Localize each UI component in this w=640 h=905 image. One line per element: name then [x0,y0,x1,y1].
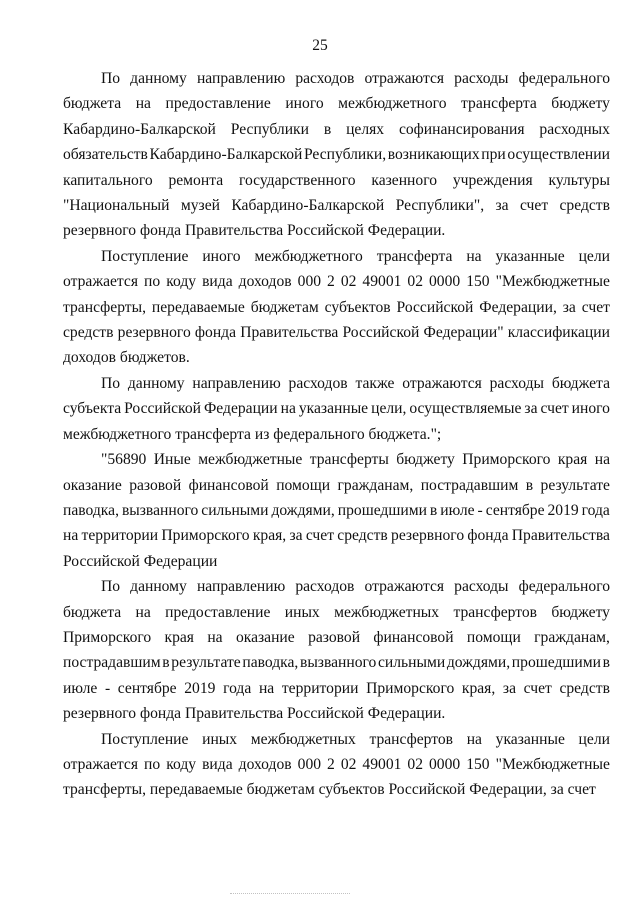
text-line: По данному направлению расходов отражаются расходы федерального [101,70,610,87]
text-line: субъекта Российской Федерации на указанные цели, осуществляемые за счет иного [63,400,610,418]
text-line: обязательств Кабардино-Балкарской Республики, возникающих при осуществлении [63,146,610,164]
text-line: пострадавшим в результате паводка, вызванного сильными дождями, прошедшими в [63,654,610,672]
text-line: оказание разовой финансовой помощи гражданам, пострадавшим в результате [63,476,610,494]
text-line: бюджета на предоставление иных межбюджетных трансфертов бюджету [63,603,610,621]
text-line: бюджета на предоставление иного межбюджетного трансферта бюджету [63,95,610,113]
paragraph [63,727,610,803]
text-line: Кабардино-Балкарской Республики в целях софинансирования расходных [63,120,610,138]
text-line: По данному направлению расходов отражаются расходы федерального [101,578,610,596]
paragraph [63,447,610,574]
text-line: капитального ремонта государственного казенного учреждения культуры [63,171,610,189]
text-line: июле - сентябре 2019 года на территории Приморского края, за счет средств [63,679,610,697]
text-line: средств резервного фонда Правительства Российской Федерации" классификации [63,324,610,342]
paragraph [63,244,610,371]
text-line: Приморского края на оказание разовой финансовой помощи гражданам, [63,628,610,646]
text-line: отражается по коду вида доходов 000 2 02 49001 02 0000 150 "Межбюджетные [63,755,610,773]
text-line: "Национальный музей Кабардино-Балкарской Республики", за счет средств [63,197,610,215]
text-line: резервного фонда Правительства Российской Федерации. [63,222,446,240]
paragraph [63,66,610,244]
text-line: Российской Федерации [63,552,218,570]
text-line: трансферты, передаваемые бюджетам субъектов Российской Федерации, за счет [63,298,610,316]
text-line: По данному направлению расходов также отражаются расходы бюджета [101,374,610,392]
text-line: Поступление иного межбюджетного трансферта на указанные цели [101,247,610,265]
paragraph [63,574,610,726]
text-line: доходов бюджетов. [63,349,190,367]
text-line: резервного фонда Правительства Российской Федерации. [63,705,446,723]
text-line: трансферты, передаваемые бюджетам субъектов Российской Федерации, за счет [63,781,596,799]
text-line: межбюджетного трансферта из федерального бюджета."; [63,425,442,443]
document-body [63,66,610,803]
text-line: отражается по коду вида доходов 000 2 02 49001 02 0000 150 "Межбюджетные [63,273,610,291]
text-line: "56890 Иные межбюджетные трансферты бюджету Приморского края на [101,451,610,469]
text-line: паводка, вызванного сильными дождями, прошедшими в июле - сентябре 2019 года [63,501,610,519]
paragraph [63,371,610,447]
page-number: 25 [312,37,328,54]
text-line: на территории Приморского края, за счет средств резервного фонда Правительства [63,527,610,545]
scan-artifact [230,893,350,900]
text-line: Поступление иных межбюджетных трансфертов на указанные цели [101,730,610,748]
